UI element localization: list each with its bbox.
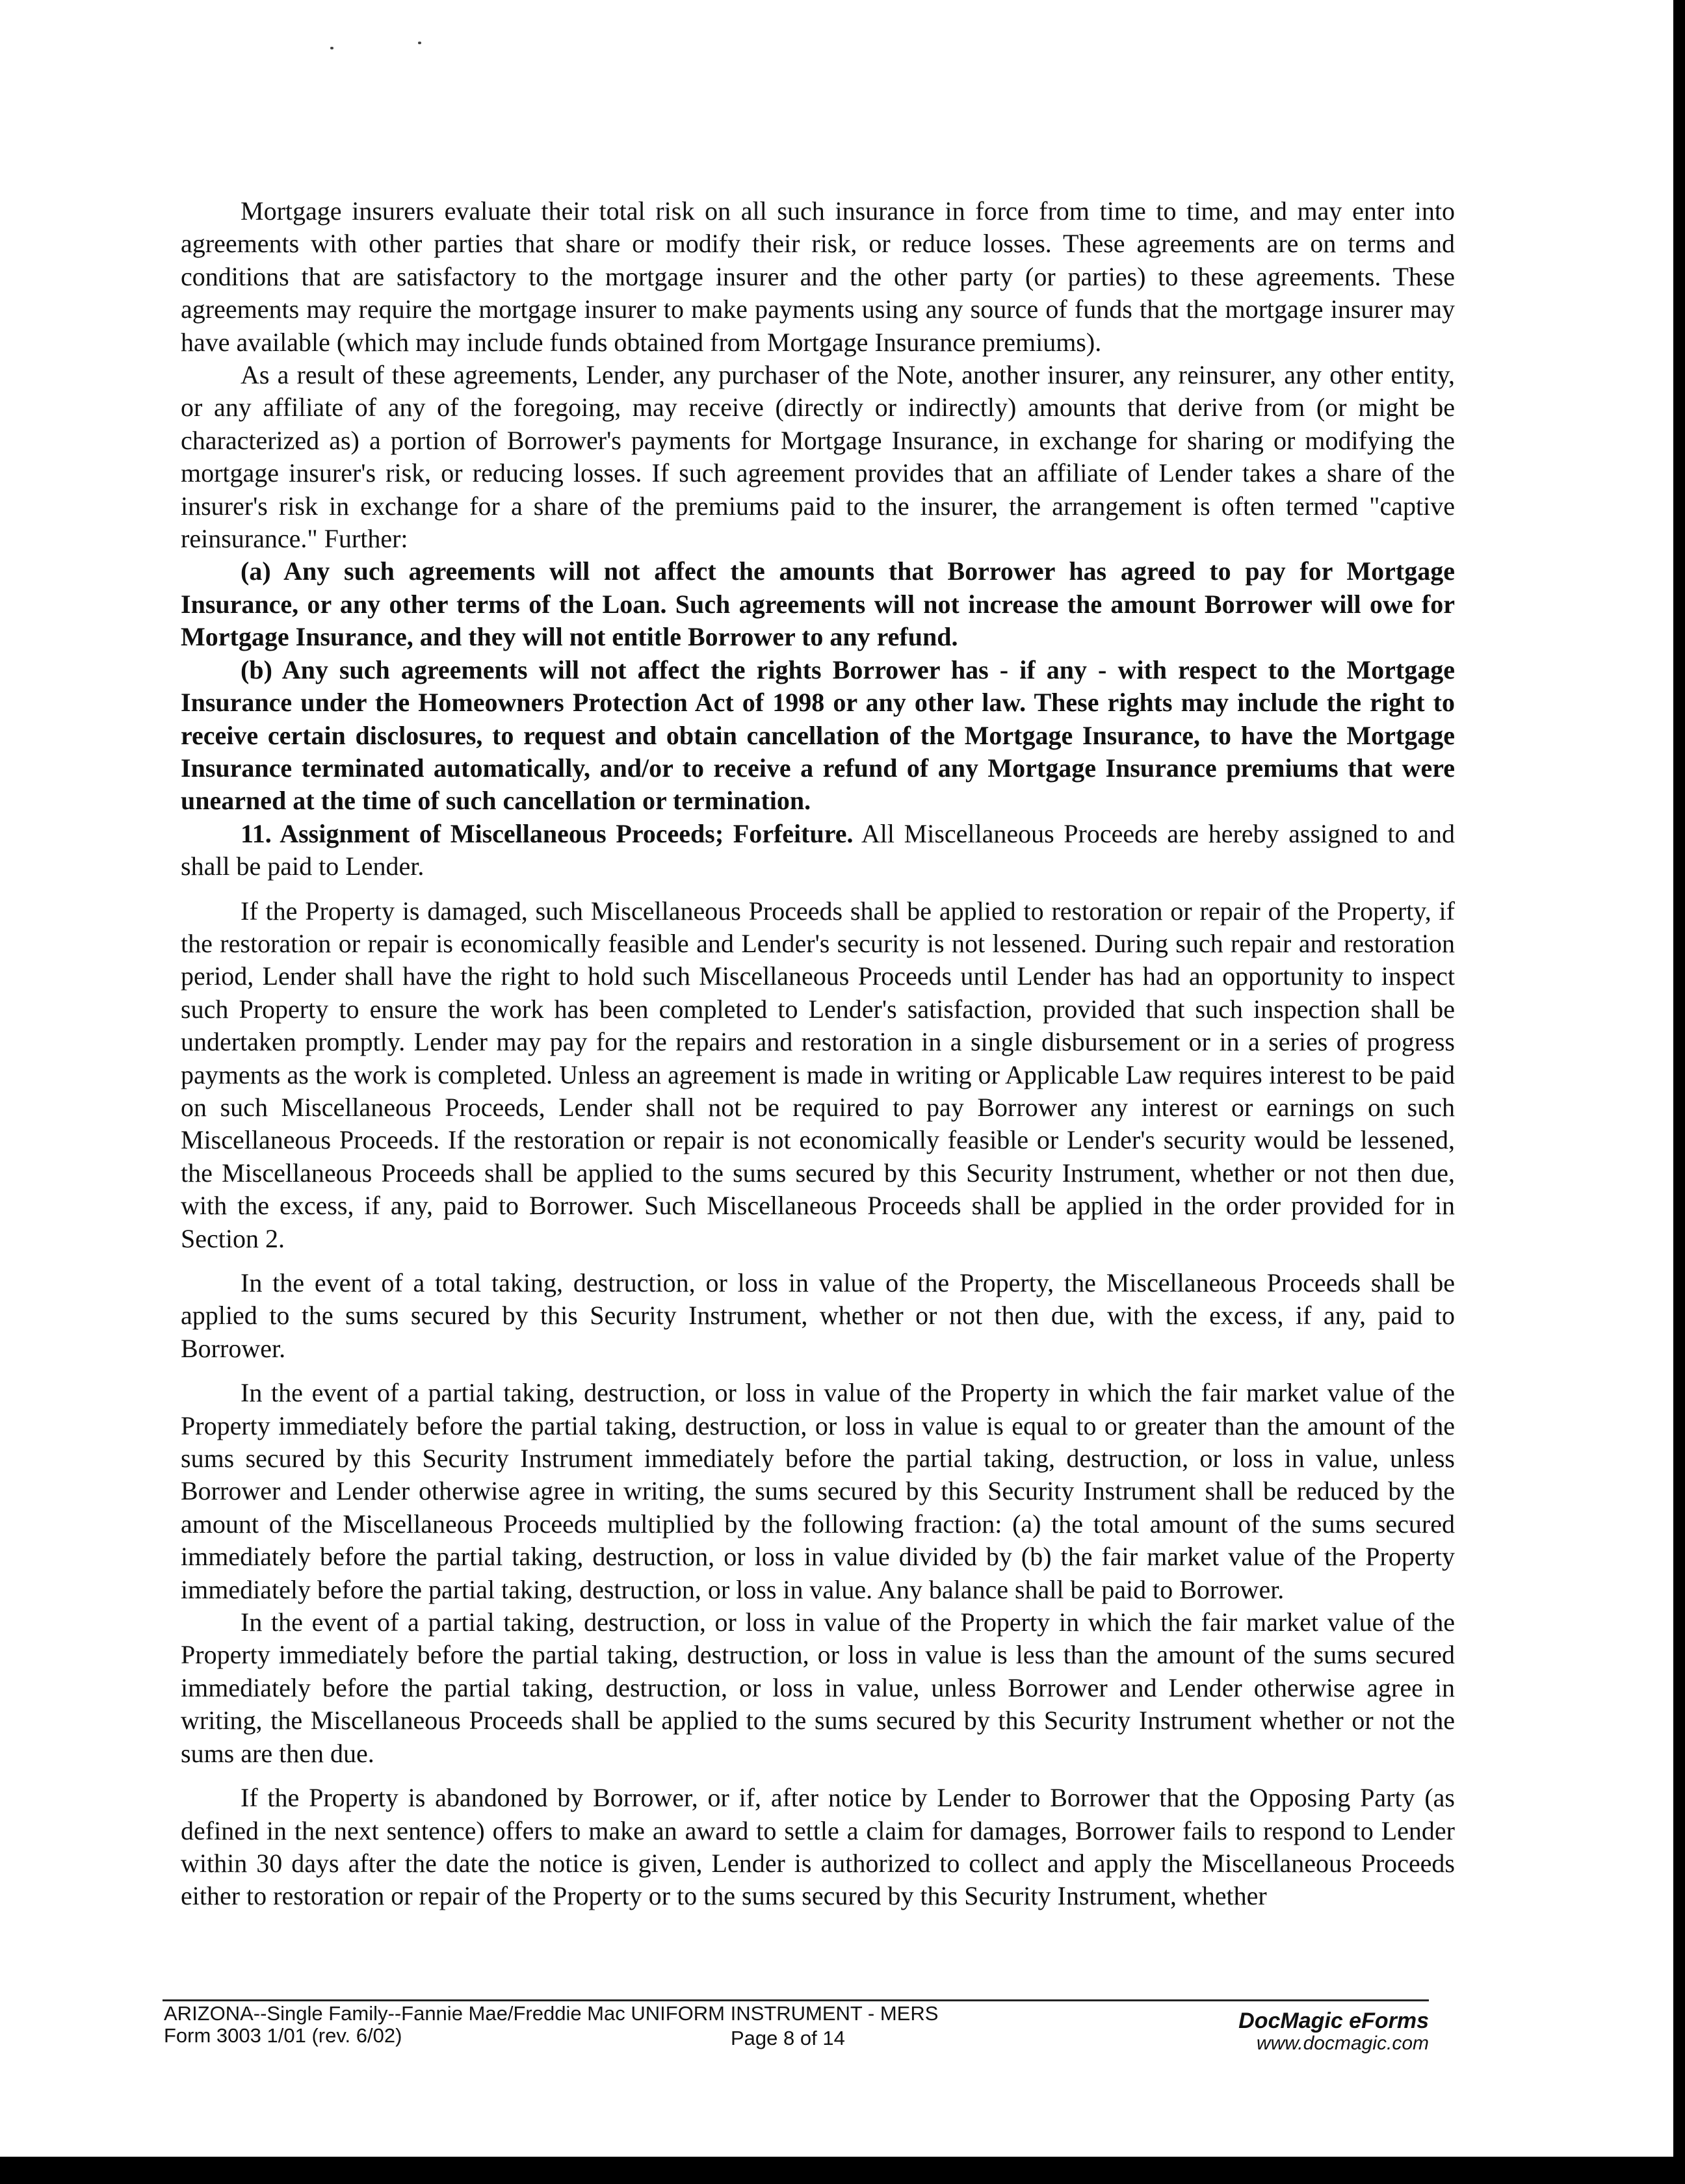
scan-border-right [1673, 0, 1685, 2184]
paragraph-clause-a: (a) Any such agreements will not affect the amounts that Borrower has agreed to pay for Mortgage Insurance, or any other terms of the Loan. Such agreements will not increase the amount Borrower will owe for Mortgage Insurance, and they will not entitle Borrower to any refund. [181, 556, 1455, 652]
paragraph-partial-taking-less: In the event of a partial taking, destruction, or loss in value of the Property in which the fair market value of the Property immediately before the partial taking, destruction, or loss in value is less than the amount of the sums secured immediately before the partial taking, destruction, or loss in value, unless Borrower and Lender otherwise agree in writing, the Miscellaneous Proceeds shall be applied to the sums secured by this Security Instrument whether or not the sums are then due. [181, 1607, 1455, 1768]
paragraph-total-taking: In the event of a total taking, destruction, or loss in value of the Property, the Miscellaneous Proceeds shall be applied to the sums secured by this Security Instrument, whether or not then due, with the excess, if any, paid to Borrower. [181, 1268, 1455, 1363]
brand-url: www.docmagic.com [1256, 2033, 1429, 2054]
footer-form-title: ARIZONA--Single Family--Fannie Mae/Freddie Mac UNIFORM INSTRUMENT - MERS [164, 2002, 939, 2025]
document-body [181, 195, 1455, 1913]
paragraph-partial-taking-greater: In the event of a partial taking, destruction, or loss in value of the Property in which the fair market value of the Property immediately before the partial taking, destruction, or loss in value is equal to or greater than the amount of the sums secured by this Security Instrument immediately before the partial taking, destruction, or loss in value, unless Borrower and Lender otherwise agree in writing, the sums secured by this Security Instrument shall be reduced by the amount of the Miscellaneous Proceeds multiplied by the following fraction: (a) the total amount of the sums secured immediately before the partial taking, destruction, or loss in value divided by (b) the fair market value of the Property immediately before the partial taking, destruction, or loss in value. Any balance shall be paid to Borrower. [181, 1378, 1455, 1604]
scan-speck [418, 42, 421, 44]
scan-speck [330, 47, 333, 49]
paragraph-agreements-result: As a result of these agreements, Lender, any purchaser of the Note, another insurer, any reinsurer, any other entity, or any affiliate of any of the foregoing, may receive (directly or indirectly) amounts that derive from (or might be characterized as) a portion of Borrower's payments for Mortgage Insurance, in exchange for sharing or modifying the mortgage insurer's risk, or reducing losses. If such agreement provides that an affiliate of Lender takes a share of the insurer's risk in exchange for a share of the premiums paid to the insurer, the arrangement is often termed "captive reinsurance." Further: [181, 360, 1455, 554]
footer-divider [163, 1999, 1429, 2001]
paragraph-property-abandoned: If the Property is abandoned by Borrower, or if, after notice by Lender to Borrower that the Opposing Party (as defined in the next sentence) offers to make an award to settle a claim for damages, Borrower fails to respond to Lender within 30 days after the date the notice is given, Lender is authorized to collect and apply the Miscellaneous Proceeds either to restoration or repair of the Property or to the sums secured by this Security Instrument, whether [181, 1783, 1455, 1911]
paragraph-property-damaged: If the Property is damaged, such Miscellaneous Proceeds shall be applied to restoration or repair of the Property, if the restoration or repair is economically feasible and Lender's security is not lessened. During such repair and restoration period, Lender shall have the right to hold such Miscellaneous Proceeds until Lender has had an opportunity to inspect such Property to ensure the work has been completed to Lender's satisfaction, provided that such inspection shall be undertaken promptly. Lender may pay for the repairs and restoration in a single disbursement or in a series of progress payments as the work is completed. Unless an agreement is made in writing or Applicable Law requires interest to be paid on such Miscellaneous Proceeds, Lender shall not be required to pay Borrower any interest or earnings on such Miscellaneous Proceeds. If the restoration or repair is not economically feasible or Lender's security would be lessened, the Miscellaneous Proceeds shall be applied to the sums secured by this Security Instrument, whether or not then due, with the excess, if any, paid to Borrower. Such Miscellaneous Proceeds shall be applied in the order provided for in Section 2. [181, 896, 1455, 1253]
page-number: Page 8 of 14 [731, 2027, 845, 2049]
paragraph-mortgage-insurers: Mortgage insurers evaluate their total risk on all such insurance in force from time to time, and may enter into agreements with other parties that share or modify their risk, or reduce losses. These agreements are on terms and conditions that are satisfactory to the mortgage insurer and the other party (or parties) to these agreements. These agreements may require the mortgage insurer to make payments using any source of funds that the mortgage insurer may have available (which may include funds obtained from Mortgage Insurance premiums). [181, 196, 1455, 357]
footer-brand [1234, 2009, 1429, 2055]
scan-border-bottom [0, 2157, 1685, 2184]
section-11-heading: 11. Assignment of Miscellaneous Proceeds; Forfeiture. [241, 818, 854, 848]
section-11-text: All Miscellaneous Proceeds are hereby assigned to and shall be paid to Lender. [181, 818, 1455, 881]
footer-form-number: Form 3003 1/01 (rev. 6/02) [164, 2024, 402, 2047]
brand-logo-text: DocMagic eForms [1238, 2008, 1429, 2033]
paragraph-clause-b: (b) Any such agreements will not affect the rights Borrower has - if any - with respect to the Mortgage Insurance under the Homeowners Protection Act of 1998 or any other law. These rights may include the right to receive certain disclosures, to request and obtain cancellation of the Mortgage Insurance, to have the Mortgage Insurance terminated automatically, and/or to receive a refund of any Mortgage Insurance premiums that were unearned at the time of such cancellation or termination. [181, 655, 1455, 816]
paragraph-section-11 [181, 818, 1455, 883]
